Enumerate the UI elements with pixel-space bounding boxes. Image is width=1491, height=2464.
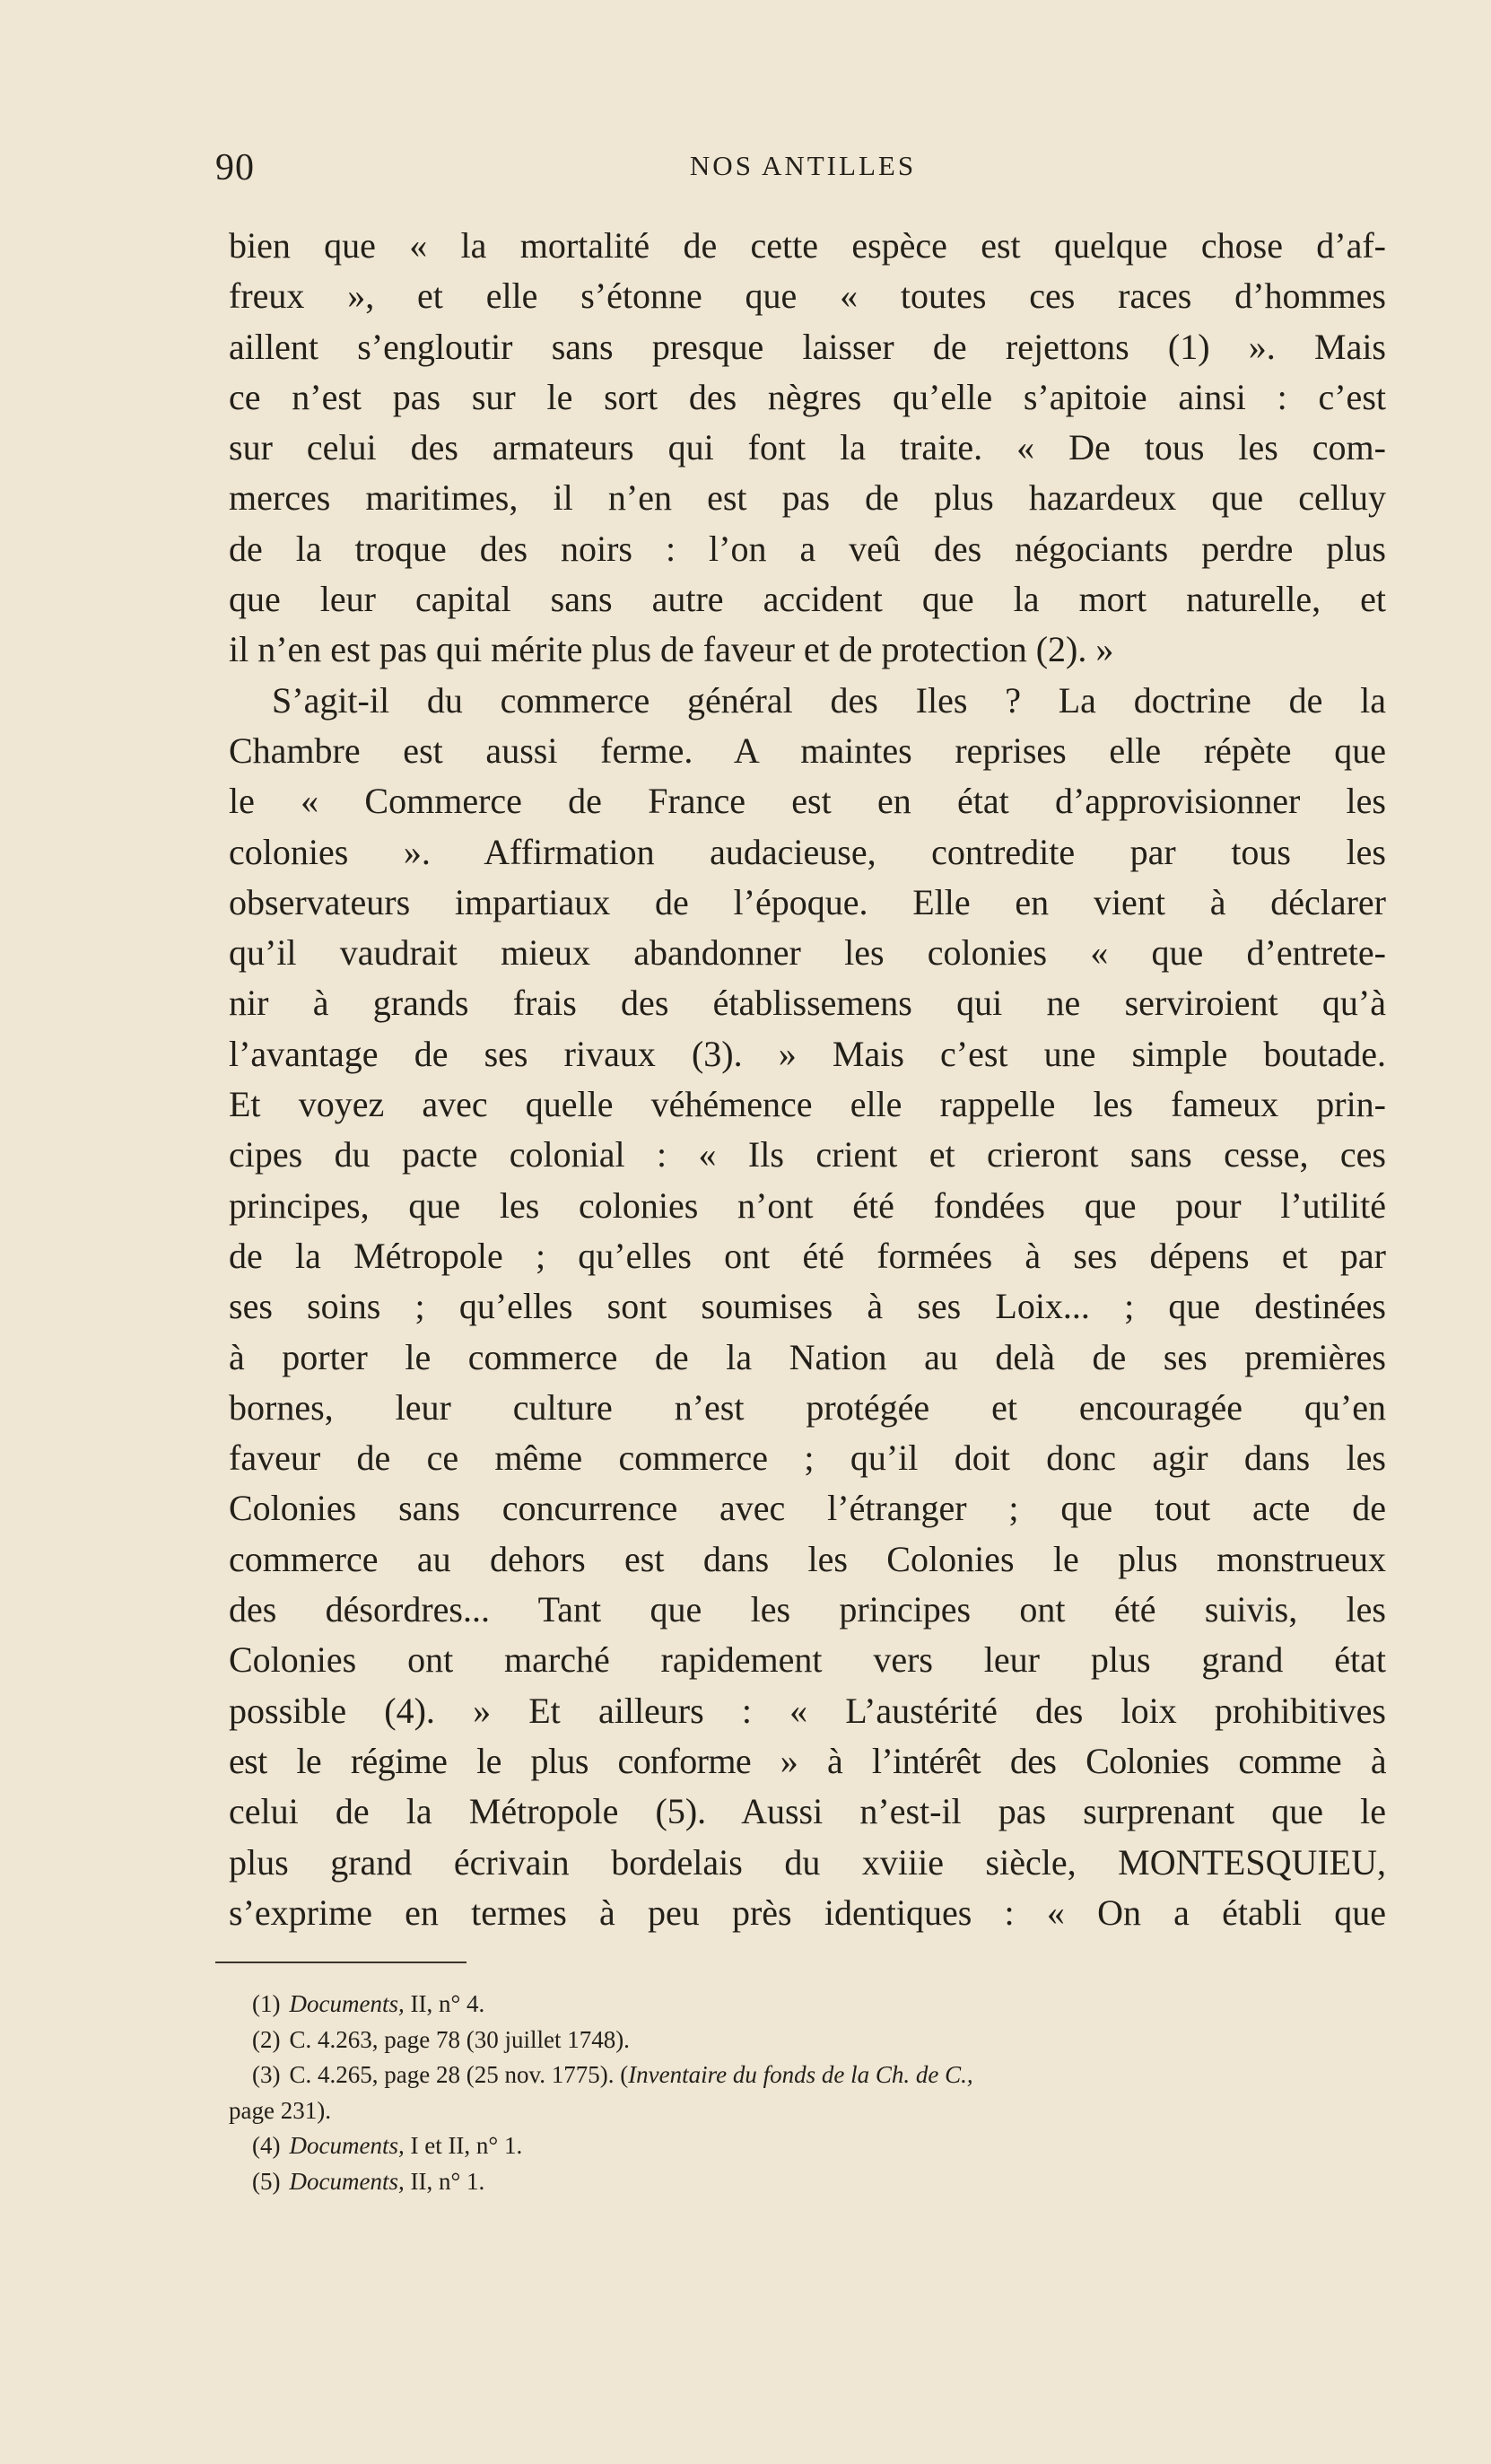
footnote-2: (2) C. 4.263, page 78 (30 juillet 1748).: [252, 2025, 630, 2053]
text-line: Colonies ont marché rapidement vers leur plus grand état: [229, 1639, 1386, 1681]
body-text: [229, 221, 1386, 1938]
text-line: principes, que les colonies n’ont été fondées que pour l’utilité: [229, 1184, 1386, 1226]
text-line: commerce au dehors est dans les Colonies le plus monstrueux: [229, 1538, 1386, 1579]
text-line: est le régime le plus conforme » à l’intérêt des Colonies comme à: [229, 1740, 1386, 1781]
text-line: observateurs impartiaux de l’époque. Elle en vient à déclarer: [229, 881, 1386, 922]
text-line: plus grand écrivain bordelais du xviiie siècle, MONTESQUIEU,: [229, 1841, 1386, 1883]
text-line: possible (4). » Et ailleurs : « L’austérité des loix prohibitives: [229, 1690, 1386, 1731]
text-line: bien que « la mortalité de cette espèce est quelque chose d’af-: [229, 225, 1386, 266]
text-line: colonies ». Affirmation audacieuse, contredite par tous les: [229, 831, 1386, 872]
text-line: Colonies sans concurrence avec l’étranger ; que tout acte de: [229, 1488, 1386, 1529]
text-line: l’avantage de ses rivaux (3). » Mais c’est une simple boutade.: [229, 1033, 1386, 1074]
text-line: il n’en est pas qui mérite plus de faveur et de protection (2). »: [229, 629, 1114, 670]
footnote-3: (3) C. 4.265, page 28 (25 nov. 1775). (Inventaire du fonds de la Ch. de C.,: [252, 2061, 973, 2088]
text-line: que leur capital sans autre accident que la mort naturelle, et: [229, 579, 1386, 620]
footnotes: [229, 1987, 1386, 2199]
text-line: des désordres... Tant que les principes ont été suivis, les: [229, 1589, 1386, 1630]
text-line: sur celui des armateurs qui font la traite. « De tous les com-: [229, 427, 1386, 468]
text-line: ce n’est pas sur le sort des nègres qu’elle s’apitoie ainsi : c’est: [229, 376, 1386, 417]
running-title: NOS ANTILLES: [689, 150, 917, 181]
footnote-5: (5) Documents, II, n° 1.: [252, 2167, 485, 2195]
text-line: qu’il vaudrait mieux abandonner les colonies « que d’entrete-: [229, 932, 1386, 974]
text-line: freux », et elle s’étonne que « toutes ces races d’hommes: [229, 275, 1386, 317]
text-line: S’agit-il du commerce général des Iles ? La doctrine de la: [272, 679, 1386, 721]
text-line: cipes du pacte colonial : « Ils crient et crieront sans cesse, ces: [229, 1134, 1386, 1175]
text-line: Chambre est aussi ferme. A maintes reprises elle répète que: [229, 730, 1386, 771]
text-line: le « Commerce de France est en état d’approvisionner les: [229, 781, 1386, 822]
text-line: celui de la Métropole (5). Aussi n’est-il pas surprenant que le: [229, 1791, 1386, 1832]
page-header: [215, 146, 1391, 191]
page-number: 90: [215, 147, 255, 188]
text-line: de la troque des noirs : l’on a veû des négociants perdre plus: [229, 528, 1386, 569]
text-line: s’exprime en termes à peu près identiques : « On a établi que: [229, 1892, 1386, 1933]
text-line: de la Métropole ; qu’elles ont été formées à ses dépens et par: [229, 1235, 1386, 1276]
footnote-4: (4) Documents, I et II, n° 1.: [252, 2132, 523, 2159]
text-line: à porter le commerce de la Nation au delà de ses premières: [229, 1336, 1386, 1377]
text-line: faveur de ce même commerce ; qu’il doit donc agir dans les: [229, 1437, 1386, 1479]
footnote-3-continuation: page 231).: [229, 2096, 331, 2124]
text-line: aillent s’engloutir sans presque laisser de rejettons (1) ». Mais: [229, 326, 1386, 367]
text-line: merces maritimes, il n’en est pas de plus hazardeux que celluy: [229, 477, 1386, 519]
text-line: nir à grands frais des établissemens qui ne serviroient qu’à: [229, 983, 1386, 1024]
text-line: Et voyez avec quelle véhémence elle rappelle les fameux prin-: [229, 1084, 1386, 1125]
text-line: bornes, leur culture n’est protégée et encouragée qu’en: [229, 1386, 1386, 1428]
text-line: ses soins ; qu’elles sont soumises à ses Loix... ; que destinées: [229, 1286, 1386, 1327]
footnote-1: (1) Documents, II, n° 4.: [252, 1990, 485, 2017]
footnote-rule: [215, 1962, 466, 1963]
